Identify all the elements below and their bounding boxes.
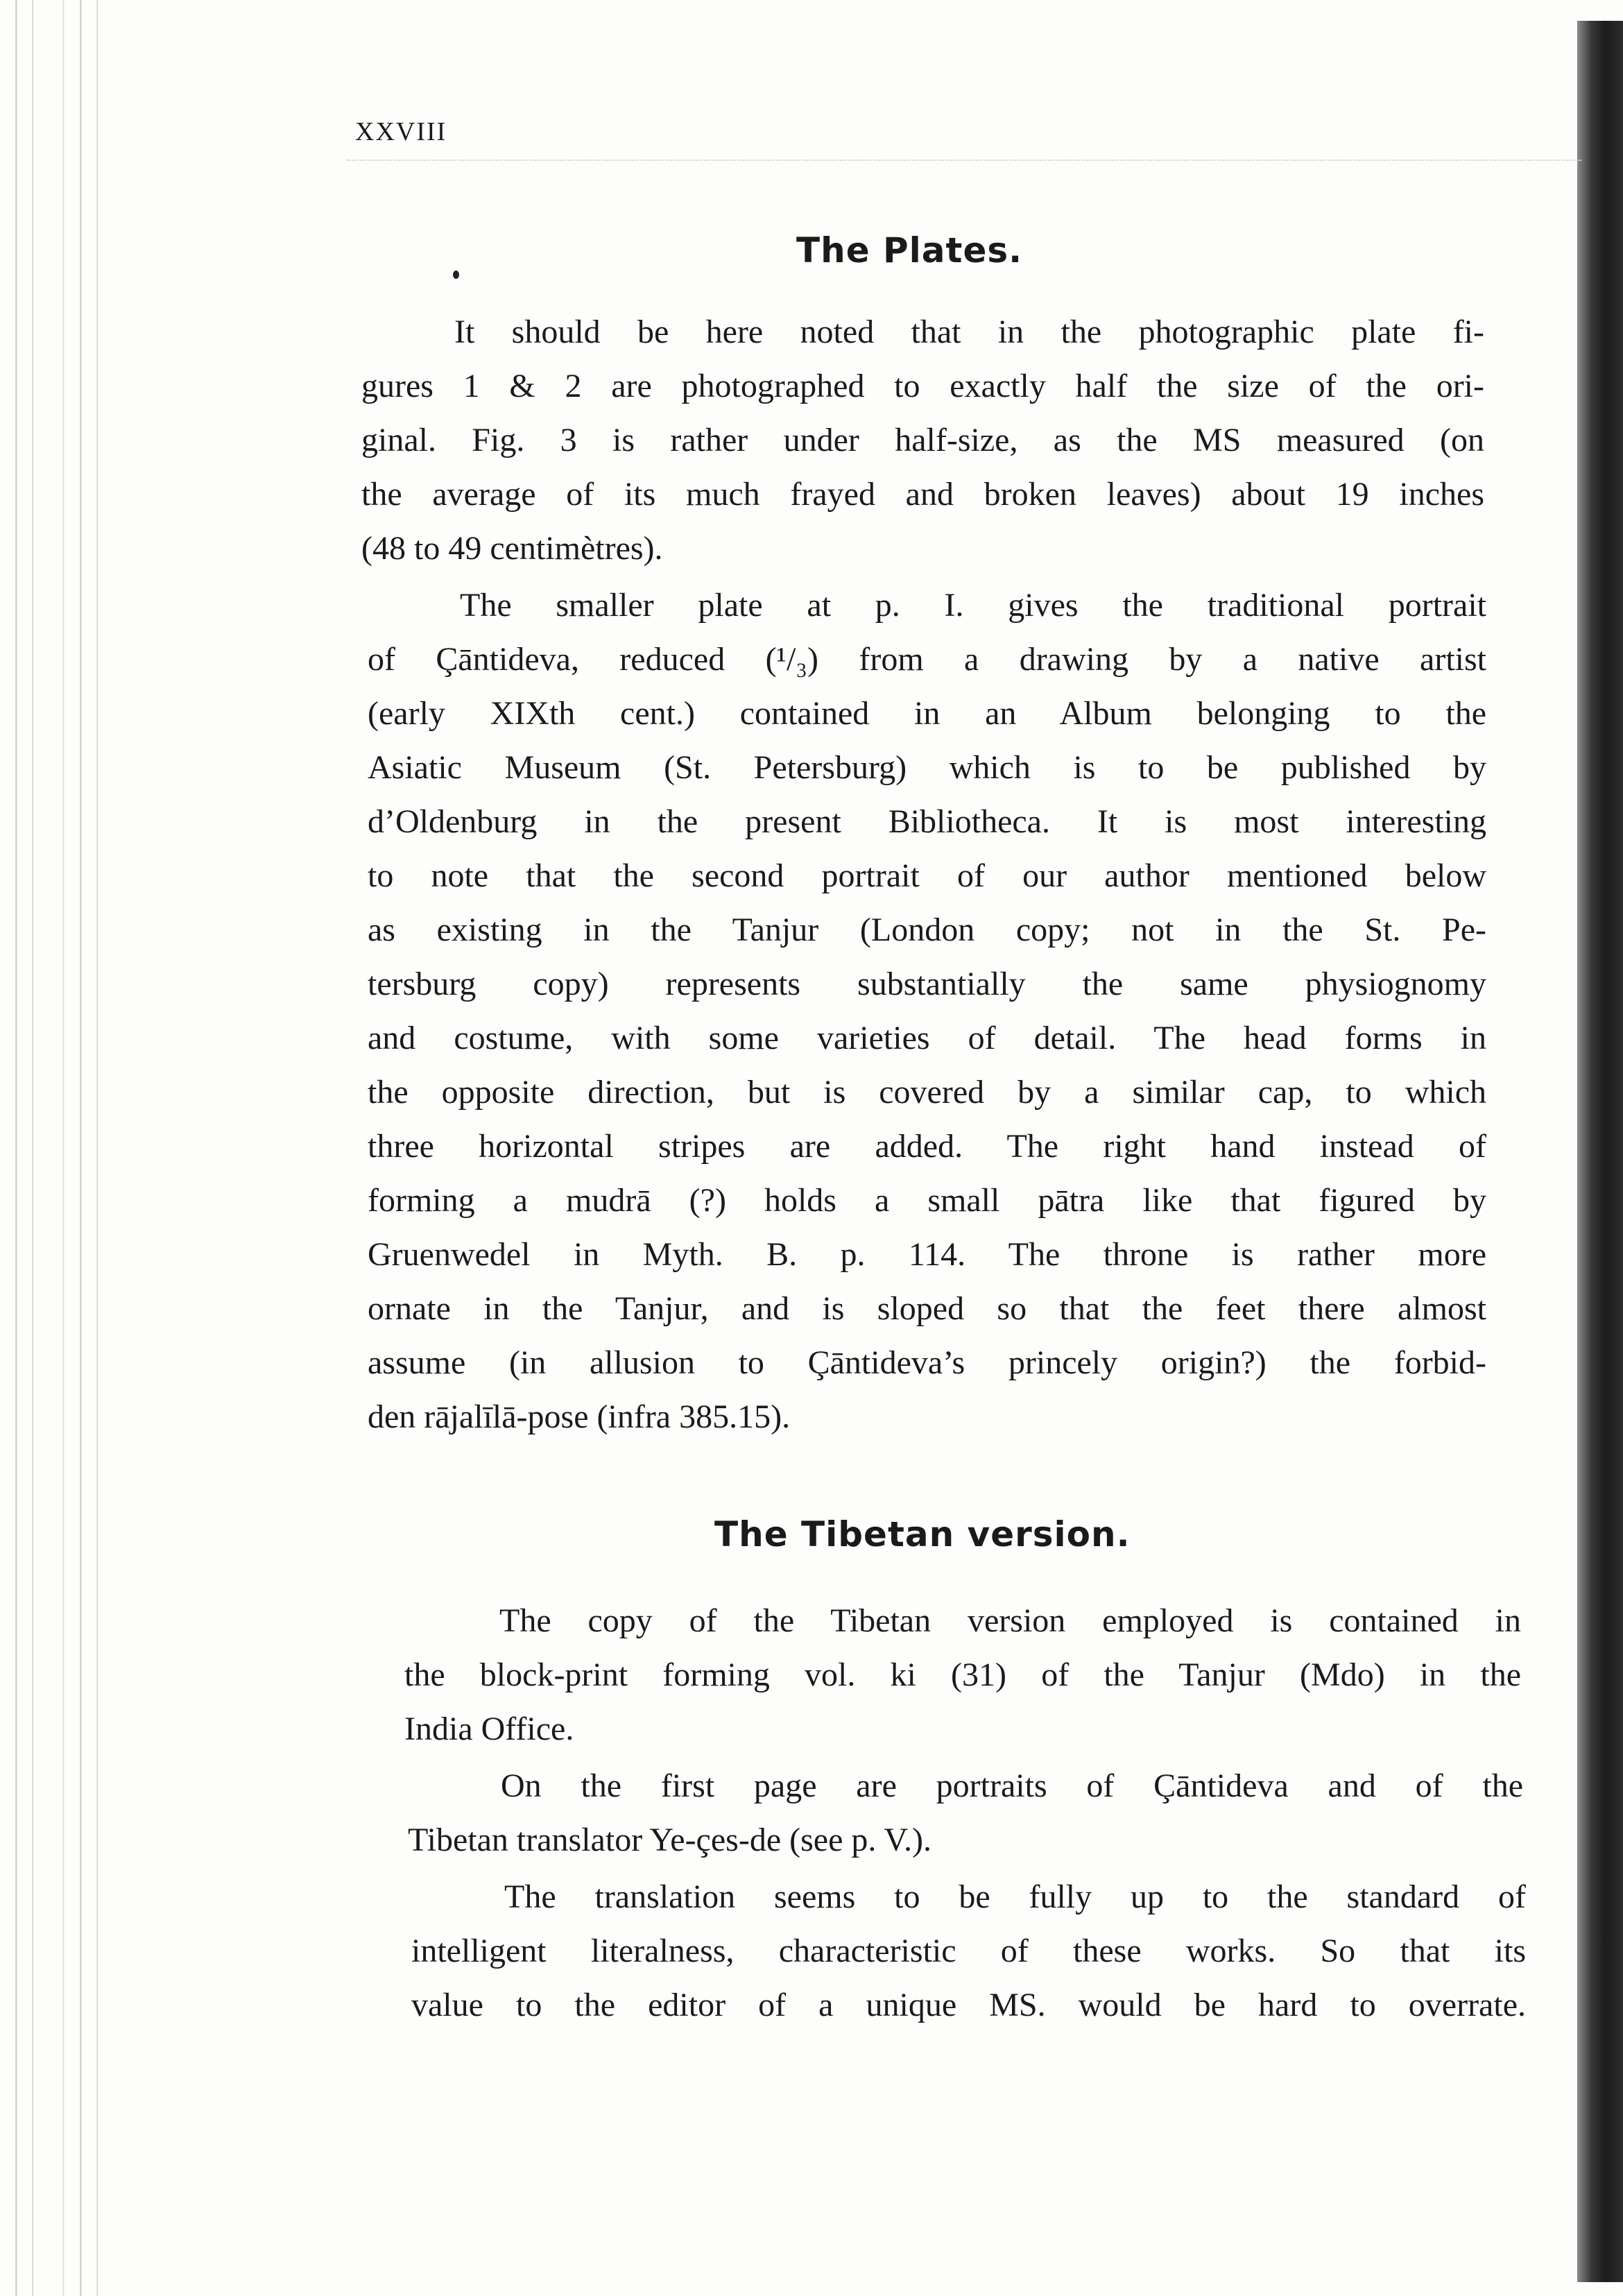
- text-line: The copy of the Tibetan version employed is contained in: [499, 1602, 1521, 1639]
- text-line: Gruenwedel in Myth. B. p. 114. The throne is rather more: [368, 1236, 1486, 1273]
- text-line: value to the editor of a unique MS. would be hard to overrate.: [411, 1987, 1526, 2023]
- text-line: the opposite direction, but is covered by a similar cap, to which: [368, 1074, 1486, 1111]
- text-line: of Çāntideva, reduced (¹/₃) from a drawing by a native artist: [368, 641, 1486, 678]
- text-line: to note that the second portrait of our author mentioned below: [368, 857, 1486, 894]
- text-line: den rājalīlā-pose (infra 385.15).: [368, 1398, 791, 1435]
- text-line: India Office.: [404, 1711, 574, 1747]
- ink-mark: [453, 271, 459, 279]
- text-line: It should be here noted that in the photographic plate fi-: [454, 314, 1484, 350]
- text-line: ginal. Fig. 3 is rather under half-size, as the MS measured (on: [361, 422, 1484, 459]
- text-line: gures 1 & 2 are photographed to exactly half the size of the ori-: [361, 368, 1484, 404]
- text-line: d’Oldenburg in the present Bibliotheca. It is most interesting: [368, 803, 1486, 840]
- text-line: (early XIXth cent.) contained in an Album belonging to the: [368, 695, 1486, 732]
- text-line: the average of its much frayed and broken leaves) about 19 inches: [361, 476, 1484, 513]
- scan-edge: [1577, 21, 1623, 2282]
- page-number: XXVIII: [355, 117, 447, 146]
- binding-shadow: [0, 0, 104, 2296]
- text-line: Tibetan translator Ye-çes-de (see p. V.).: [408, 1822, 931, 1858]
- text-line: The translation seems to be fully up to the standard of: [504, 1878, 1526, 1915]
- text-line: and costume, with some varieties of detail. The head forms in: [368, 1020, 1486, 1056]
- text-line: (48 to 49 centimètres).: [361, 530, 663, 567]
- text-line: three horizontal stripes are added. The right hand instead of: [368, 1128, 1486, 1165]
- text-line: forming a mudrā (?) holds a small pātra like that figured by: [368, 1182, 1486, 1219]
- header-rule: [347, 160, 1581, 161]
- text-line: Asiatic Museum (St. Petersburg) which is to be published by: [368, 749, 1486, 786]
- text-line: The smaller plate at p. I. gives the traditional portrait: [460, 587, 1486, 624]
- section-heading-plates: The Plates.: [796, 230, 1023, 271]
- text-line: assume (in allusion to Çāntideva’s princely origin?) the forbid-: [368, 1344, 1486, 1381]
- section-heading-tibetan: The Tibetan version.: [714, 1514, 1131, 1554]
- text-line: the block-print forming vol. ki (31) of the Tanjur (Mdo) in the: [404, 1656, 1521, 1693]
- text-line: as existing in the Tanjur (London copy; not in the St. Pe-: [368, 911, 1486, 948]
- text-line: ornate in the Tanjur, and is sloped so that the feet there almost: [368, 1290, 1486, 1327]
- text-line: tersburg copy) represents substantially the same physiognomy: [368, 966, 1486, 1002]
- text-line: intelligent literalness, characteristic of these works. So that its: [411, 1933, 1526, 1969]
- text-line: On the first page are portraits of Çāntideva and of the: [501, 1767, 1523, 1804]
